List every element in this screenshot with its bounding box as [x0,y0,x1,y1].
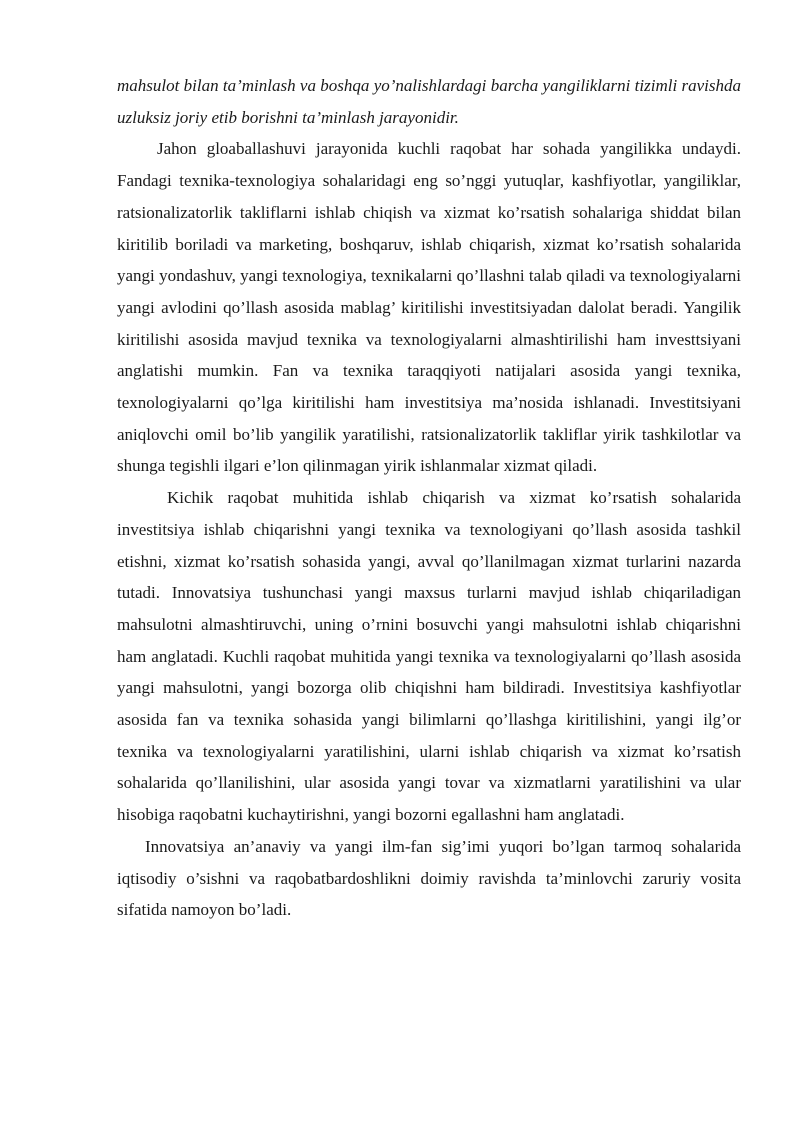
paragraph-innovation: Innovatsiya an’anaviy va yangi ilm-fan sig’imi yuqori bo’lgan tarmoq sohalarida iqtisodiy o’sishni va raqobatbardoshlikni doimiy ravishda ta’minlovchi zaruriy vosita sifatida namoyon bo’ladi. [117,836,741,920]
paragraph-continuation: mahsulot bilan ta’minlash va boshqa yo’nalishlardagi barcha yangiliklarni tizimli ravishda uzluksiz joriy etib borishni ta’minlash jarayonidir. [117,76,741,127]
paragraph-globalization: Jahon gloaballashuvi jarayonida kuchli raqobat har sohada yangilikka undaydi. Fandagi texnika-texnologiya sohalaridagi eng so’nggi yutuqlar, kashfiyotlar, yangiliklar, ratsionalizatorlik takliflarni ishlab chiqish va xizmat ko’rsatish sohalariga shiddat bilan kiritilib boriladi va marketing, boshqaruv, ishlab chiqarish, xizmat ko’rsatish sohalarida yangi yondashuv, yangi texnologiya, texnikalarni qo’llashni talab qiladi va texnologiyalarni yangi avlodini qo’llash asosida mablag’ kiritilishi investitsiyadan dalolat beradi. Yangilik kiritilishi asosida mavjud texnika va texnologiyalarni almashtirilishi ham investtsiyani anglatishi mumkin. Fan va texnika taraqqiyoti natijalari asosida yangi texnika, texnologiyalarni qo’lga kiritilishi ham investitsiya ma’nosida ishlanadi. Investitsiyani aniqlovchi omil bo’lib yangilik yaratilishi, ratsionalizatorlik takliflar yirik tashkilotlar va shunga tegishli ilgari e’lon qilinmagan yirik ishlanmalar xizmat qiladi. [117,139,741,476]
document-page [117,70,741,926]
paragraph-competition: Kichik raqobat muhitida ishlab chiqarish va xizmat ko’rsatish sohalarida investitsiya ishlab chiqarishni yangi texnika va texnologiyani qo’llash asosida tashkil etishni, xizmat ko’rsatish sohasida yangi, avval qo’llanilmagan xizmat turlarini nazarda tutadi. Innovatsiya tushunchasi yangi maxsus turlarni mavjud ishlab chiqariladigan mahsulotni almashtiruvchi, uning o’rnini bosuvchi yangi mahsulotni ishlab chiqarishni ham anglatadi. Kuchli raqobat muhitida yangi texnika va texnologiyalarni qo’llash asosida yangi mahsulotni, yangi bozorga olib chiqishni ham bildiradi. Investitsiya kashfiyotlar asosida fan va texnika sohasida yangi bilimlarni qo’llashga kiritilishini, yangi ilg’or texnika va texnologiyalarni yaratilishini, ularni ishlab chiqarish va xizmat ko’rsatish sohalarida qo’llanilishini, ular asosida yangi tovar va xizmatlarni yaratilishini va ular hisobiga raqobatni kuchaytirishni, yangi bozorni egallashni ham anglatadi. [117,488,741,825]
